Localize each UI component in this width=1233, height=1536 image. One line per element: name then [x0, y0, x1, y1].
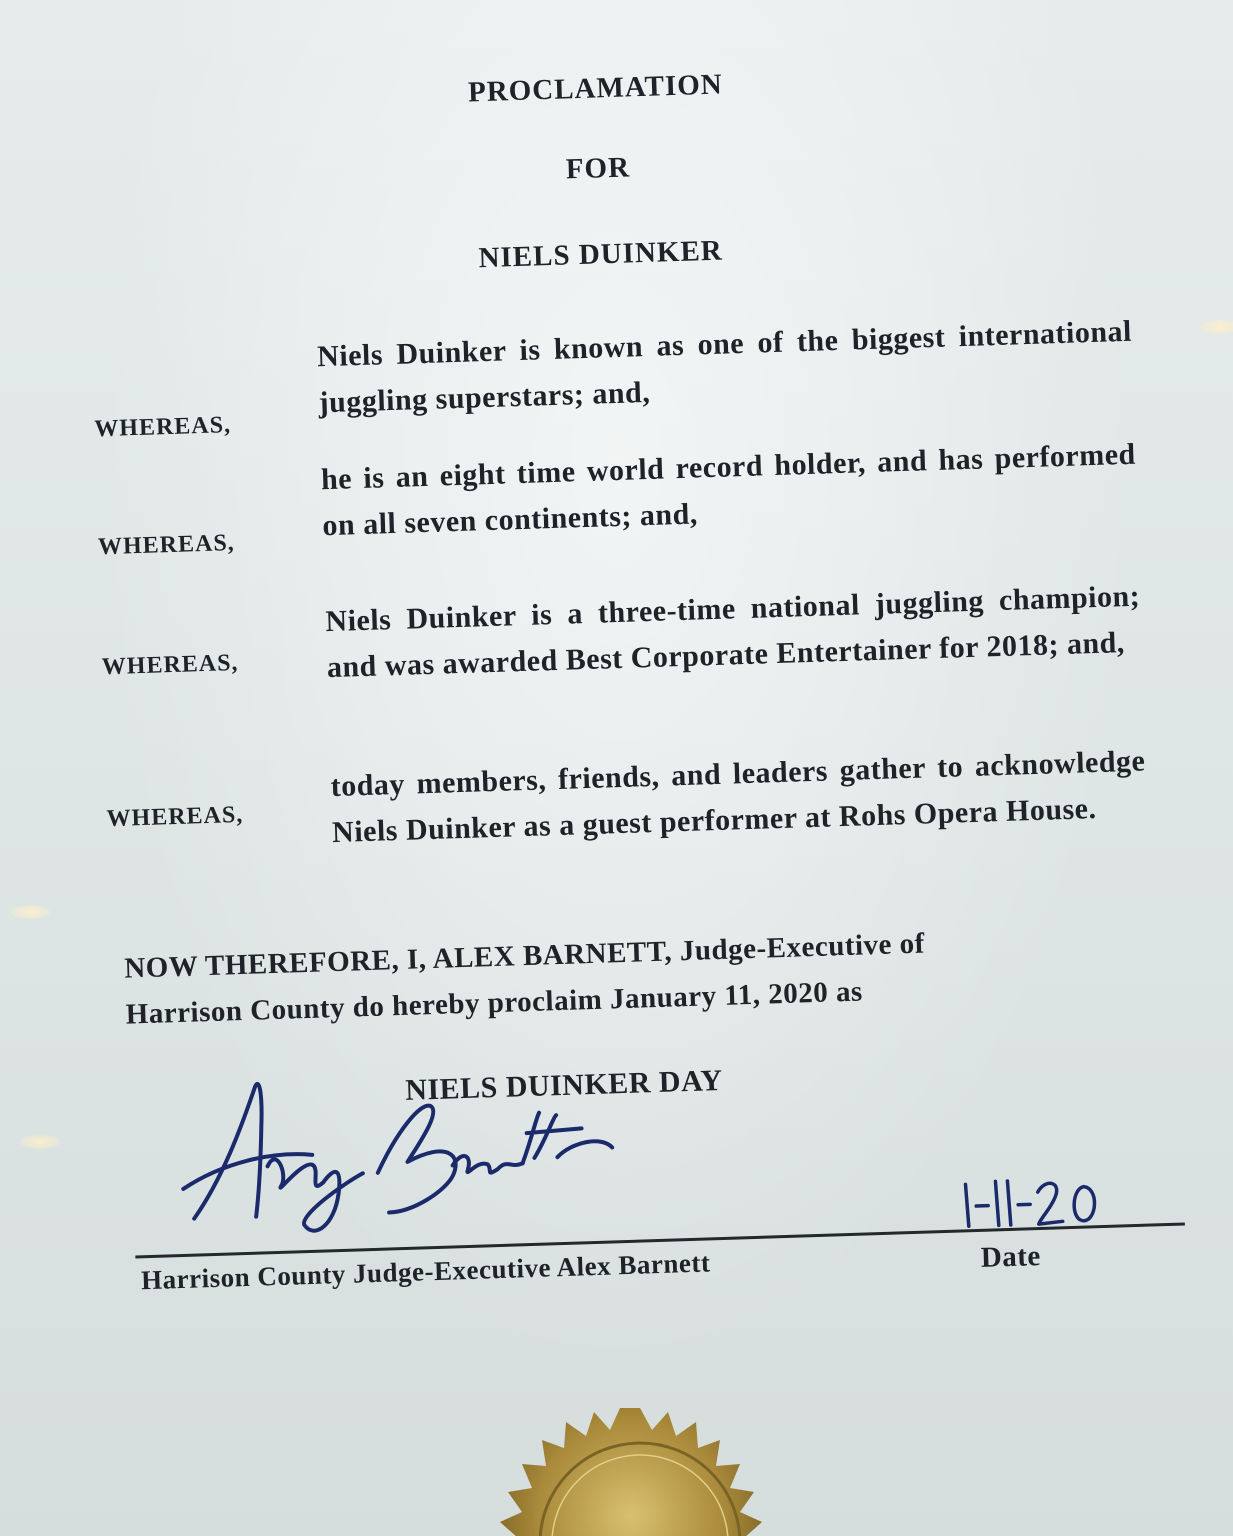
signature-caption: Harrison County Judge-Executive Alex Barnett	[140, 1247, 711, 1296]
gold-seal-icon	[490, 1408, 790, 1536]
therefore-line-2: Harrison County do hereby proclaim January 11, 2020 as	[125, 975, 864, 1031]
handwritten-signature	[159, 1055, 634, 1250]
whereas-text-1: Niels Duinker is known as one of the biggest international juggling superstars; and,	[316, 314, 1133, 420]
day-title: NIELS DUINKER DAY	[404, 1063, 724, 1107]
whereas-text-3: Niels Duinker is a three-time national juggling champion; and was awarded Best Corporate Entertainer for 2018; and,	[324, 579, 1141, 685]
document-title: PROCLAMATION	[467, 68, 724, 109]
therefore-line-1: NOW THEREFORE, I, ALEX BARNETT, Judge-Executive of	[123, 927, 926, 985]
whereas-text-4: today members, friends, and leaders gather to acknowledge Niels Duinker as a guest performer at Rohs Opera House.	[330, 744, 1146, 850]
light-glare	[10, 905, 50, 919]
whereas-label-1: WHEREAS,	[93, 412, 232, 443]
date-caption: Date	[980, 1240, 1042, 1274]
light-glare	[20, 1135, 60, 1149]
whereas-label-2: WHEREAS,	[97, 530, 236, 561]
for-label: FOR	[565, 151, 631, 186]
light-glare	[1200, 320, 1233, 334]
whereas-text-2: he is an eight time world record holder, and has performed on all seven continents; and,	[320, 437, 1137, 543]
whereas-label-4: WHEREAS,	[106, 801, 244, 833]
honoree-name: NIELS DUINKER	[478, 234, 724, 275]
whereas-label-3: WHEREAS,	[101, 649, 239, 681]
